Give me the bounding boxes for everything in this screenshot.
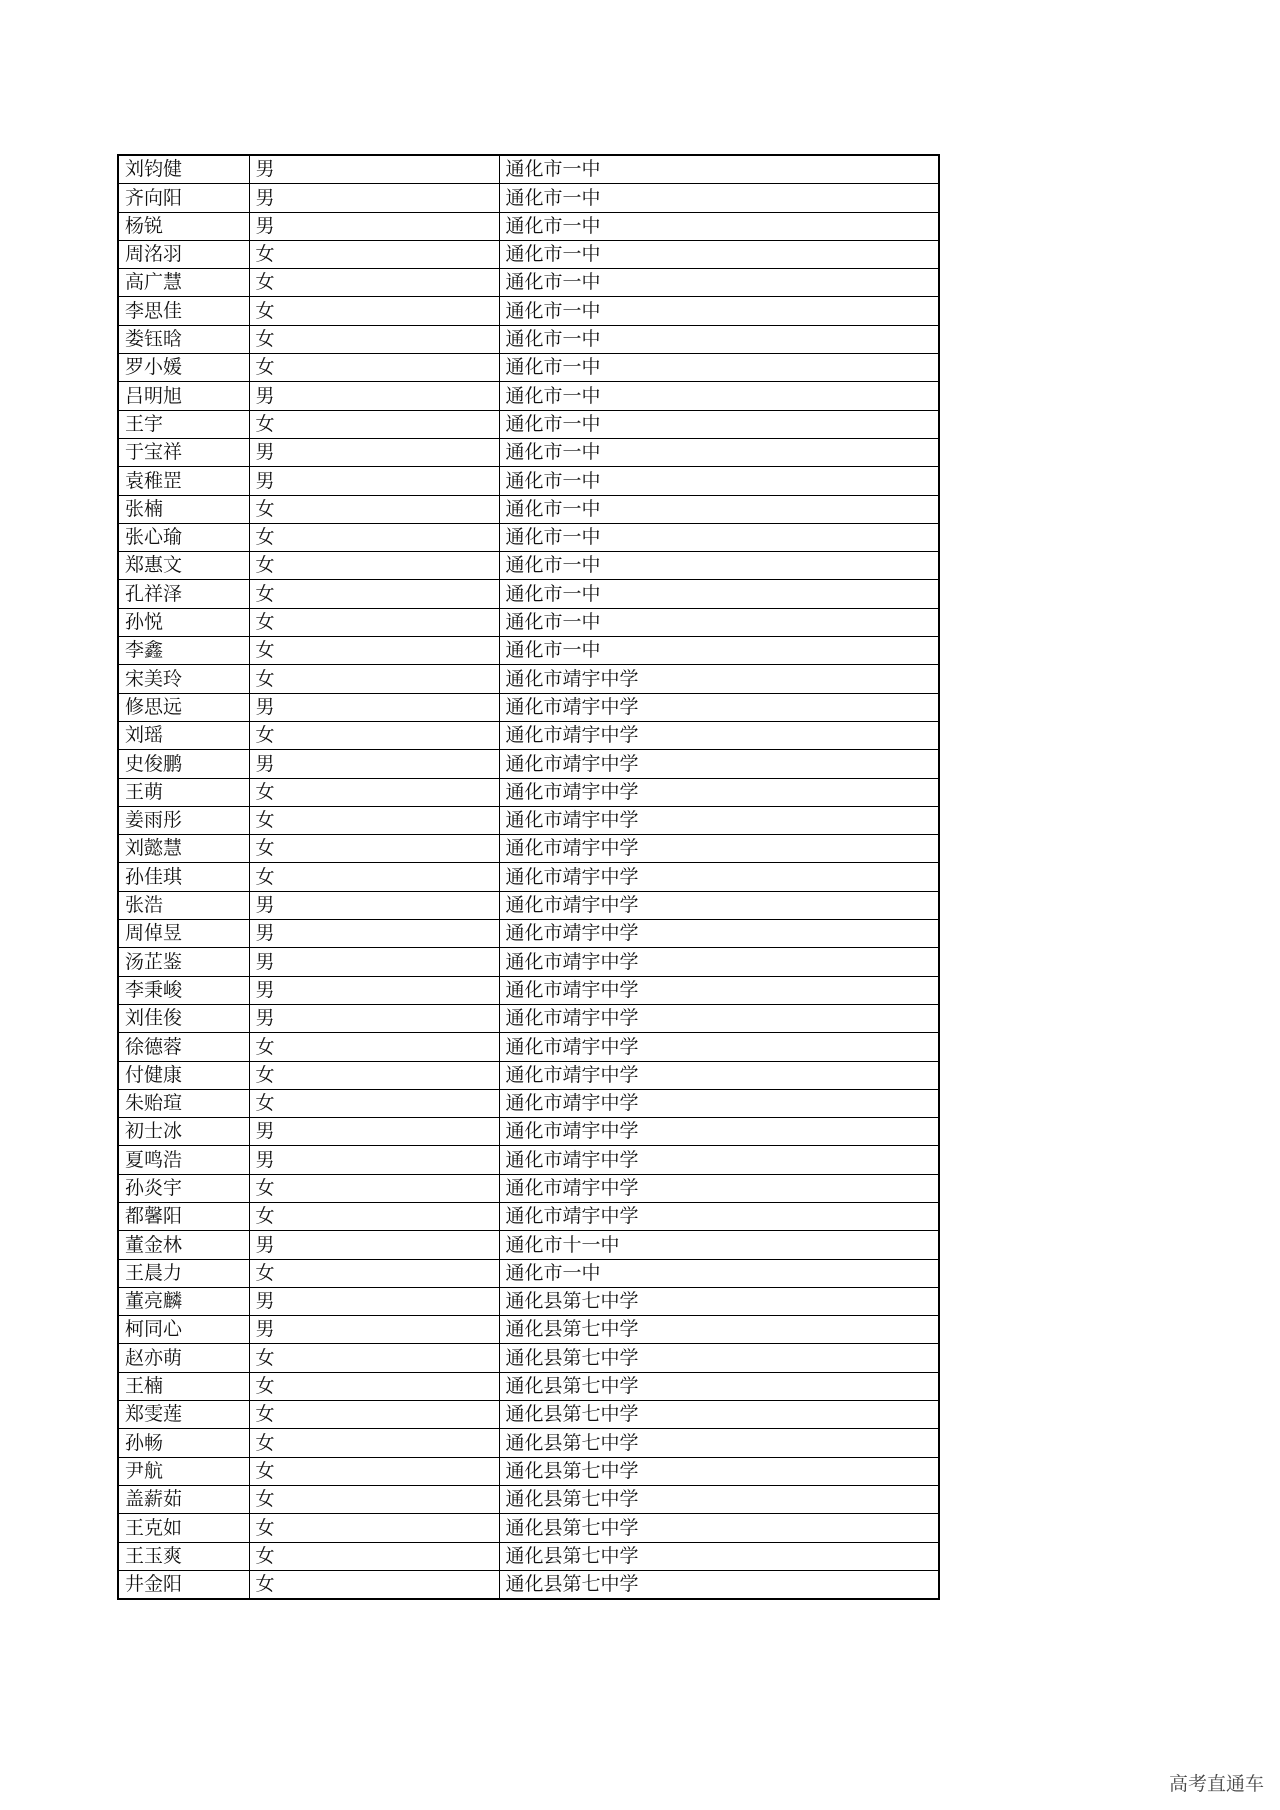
school-cell: 通化市靖宇中学: [499, 750, 939, 778]
school-cell: 通化市一中: [499, 269, 939, 297]
watermark-text: 高考直通车: [1168, 1773, 1264, 1795]
student-name-cell: 尹航: [118, 1457, 249, 1485]
student-name-cell: 孙炎宇: [118, 1174, 249, 1202]
table-row: [118, 665, 939, 693]
school-cell: 通化市靖宇中学: [499, 665, 939, 693]
school-cell: 通化市一中: [499, 382, 939, 410]
student-name-cell: 史俊鹏: [118, 750, 249, 778]
student-name-cell: 齐向阳: [118, 184, 249, 212]
table-row: [118, 1033, 939, 1061]
table-row: [118, 1372, 939, 1400]
gender-cell: 男: [249, 438, 499, 466]
gender-cell: 男: [249, 382, 499, 410]
student-name-cell: 王萌: [118, 778, 249, 806]
gender-cell: 男: [249, 1231, 499, 1259]
table-row: [118, 637, 939, 665]
gender-cell: 女: [249, 1344, 499, 1372]
student-name-cell: 姜雨彤: [118, 806, 249, 834]
student-name-cell: 修思远: [118, 693, 249, 721]
table-row: [118, 693, 939, 721]
student-name-cell: 王玉爽: [118, 1542, 249, 1570]
school-cell: 通化市一中: [499, 410, 939, 438]
student-name-cell: 盖薪茹: [118, 1485, 249, 1513]
table-row: [118, 1287, 939, 1315]
student-name-cell: 井金阳: [118, 1570, 249, 1599]
school-cell: 通化市靖宇中学: [499, 1202, 939, 1230]
school-cell: 通化市靖宇中学: [499, 806, 939, 834]
student-name-cell: 周洺羽: [118, 240, 249, 268]
gender-cell: 男: [249, 920, 499, 948]
student-name-cell: 张浩: [118, 891, 249, 919]
table-row: [118, 1344, 939, 1372]
gender-cell: 男: [249, 467, 499, 495]
school-cell: 通化市靖宇中学: [499, 693, 939, 721]
school-cell: 通化市靖宇中学: [499, 920, 939, 948]
school-cell: 通化市靖宇中学: [499, 1033, 939, 1061]
school-cell: 通化市一中: [499, 297, 939, 325]
table-body: [118, 155, 939, 1599]
table-row: [118, 580, 939, 608]
school-cell: 通化县第七中学: [499, 1514, 939, 1542]
gender-cell: 女: [249, 1542, 499, 1570]
student-name-cell: 刘懿慧: [118, 835, 249, 863]
table-row: [118, 297, 939, 325]
table-row: [118, 269, 939, 297]
school-cell: 通化市一中: [499, 438, 939, 466]
table-row: [118, 1174, 939, 1202]
school-cell: 通化县第七中学: [499, 1485, 939, 1513]
student-name-cell: 董金林: [118, 1231, 249, 1259]
gender-cell: 男: [249, 212, 499, 240]
table-row: [118, 948, 939, 976]
table-row: [118, 467, 939, 495]
school-cell: 通化县第七中学: [499, 1457, 939, 1485]
gender-cell: 男: [249, 155, 499, 184]
school-cell: 通化县第七中学: [499, 1570, 939, 1599]
table-row: [118, 382, 939, 410]
student-name-cell: 李秉峻: [118, 976, 249, 1004]
gender-cell: 女: [249, 1259, 499, 1287]
gender-cell: 女: [249, 1033, 499, 1061]
gender-cell: 女: [249, 240, 499, 268]
gender-cell: 男: [249, 891, 499, 919]
table-row: [118, 184, 939, 212]
table-row: [118, 212, 939, 240]
table-row: [118, 1570, 939, 1599]
gender-cell: 女: [249, 552, 499, 580]
gender-cell: 女: [249, 608, 499, 636]
table-row: [118, 835, 939, 863]
table-row: [118, 1004, 939, 1032]
gender-cell: 女: [249, 1061, 499, 1089]
student-name-cell: 于宝祥: [118, 438, 249, 466]
school-cell: 通化市靖宇中学: [499, 1089, 939, 1117]
gender-cell: 女: [249, 1202, 499, 1230]
school-cell: 通化市一中: [499, 155, 939, 184]
student-name-cell: 都馨阳: [118, 1202, 249, 1230]
table-row: [118, 976, 939, 1004]
school-cell: 通化市十一中: [499, 1231, 939, 1259]
school-cell: 通化市一中: [499, 523, 939, 551]
school-cell: 通化市一中: [499, 580, 939, 608]
table-row: [118, 410, 939, 438]
gender-cell: 男: [249, 976, 499, 1004]
school-cell: 通化市一中: [499, 637, 939, 665]
gender-cell: 女: [249, 1457, 499, 1485]
gender-cell: 女: [249, 665, 499, 693]
student-name-cell: 刘瑶: [118, 721, 249, 749]
school-cell: 通化市靖宇中学: [499, 948, 939, 976]
table-row: [118, 1429, 939, 1457]
student-name-cell: 李鑫: [118, 637, 249, 665]
school-cell: 通化市靖宇中学: [499, 1174, 939, 1202]
school-cell: 通化市一中: [499, 354, 939, 382]
student-name-cell: 孙悦: [118, 608, 249, 636]
school-cell: 通化县第七中学: [499, 1401, 939, 1429]
school-cell: 通化县第七中学: [499, 1316, 939, 1344]
student-name-cell: 王宇: [118, 410, 249, 438]
student-name-cell: 李思佳: [118, 297, 249, 325]
table-row: [118, 1457, 939, 1485]
gender-cell: 女: [249, 297, 499, 325]
gender-cell: 男: [249, 693, 499, 721]
gender-cell: 女: [249, 863, 499, 891]
student-name-cell: 孔祥泽: [118, 580, 249, 608]
gender-cell: 女: [249, 835, 499, 863]
student-name-cell: 张心瑜: [118, 523, 249, 551]
school-cell: 通化市一中: [499, 608, 939, 636]
student-name-cell: 孙佳琪: [118, 863, 249, 891]
gender-cell: 女: [249, 1429, 499, 1457]
table-row: [118, 552, 939, 580]
gender-cell: 女: [249, 580, 499, 608]
school-cell: 通化市靖宇中学: [499, 1118, 939, 1146]
student-name-cell: 刘钧健: [118, 155, 249, 184]
table-row: [118, 920, 939, 948]
table-row: [118, 608, 939, 636]
school-cell: 通化县第七中学: [499, 1542, 939, 1570]
table-row: [118, 1146, 939, 1174]
table-row: [118, 1118, 939, 1146]
gender-cell: 男: [249, 184, 499, 212]
gender-cell: 女: [249, 269, 499, 297]
school-cell: 通化市靖宇中学: [499, 1004, 939, 1032]
table-row: [118, 891, 939, 919]
gender-cell: 男: [249, 1146, 499, 1174]
table-row: [118, 1542, 939, 1570]
student-name-cell: 吕明旭: [118, 382, 249, 410]
table-row: [118, 325, 939, 353]
school-cell: 通化县第七中学: [499, 1287, 939, 1315]
student-name-cell: 董亮麟: [118, 1287, 249, 1315]
gender-cell: 男: [249, 948, 499, 976]
gender-cell: 女: [249, 1514, 499, 1542]
school-cell: 通化市靖宇中学: [499, 835, 939, 863]
table-row: [118, 240, 939, 268]
table-row: [118, 523, 939, 551]
school-cell: 通化市一中: [499, 467, 939, 495]
gender-cell: 女: [249, 1174, 499, 1202]
table-row: [118, 721, 939, 749]
school-cell: 通化市一中: [499, 1259, 939, 1287]
gender-cell: 男: [249, 1118, 499, 1146]
school-cell: 通化市靖宇中学: [499, 891, 939, 919]
student-name-cell: 宋美玲: [118, 665, 249, 693]
table-row: [118, 354, 939, 382]
gender-cell: 男: [249, 1004, 499, 1032]
student-name-cell: 袁稚罡: [118, 467, 249, 495]
gender-cell: 女: [249, 523, 499, 551]
gender-cell: 女: [249, 325, 499, 353]
table-row: [118, 1061, 939, 1089]
student-name-cell: 王克如: [118, 1514, 249, 1542]
student-name-cell: 孙畅: [118, 1429, 249, 1457]
school-cell: 通化县第七中学: [499, 1429, 939, 1457]
table-row: [118, 1514, 939, 1542]
school-cell: 通化市一中: [499, 212, 939, 240]
student-name-cell: 汤芷鉴: [118, 948, 249, 976]
student-name-cell: 郑雯莲: [118, 1401, 249, 1429]
gender-cell: 女: [249, 354, 499, 382]
school-cell: 通化县第七中学: [499, 1372, 939, 1400]
gender-cell: 女: [249, 1570, 499, 1599]
table-row: [118, 495, 939, 523]
table-row: [118, 1202, 939, 1230]
gender-cell: 女: [249, 1089, 499, 1117]
gender-cell: 女: [249, 1401, 499, 1429]
gender-cell: 女: [249, 495, 499, 523]
student-name-cell: 高广慧: [118, 269, 249, 297]
table-row: [118, 863, 939, 891]
school-cell: 通化市靖宇中学: [499, 721, 939, 749]
gender-cell: 男: [249, 750, 499, 778]
gender-cell: 女: [249, 410, 499, 438]
gender-cell: 女: [249, 806, 499, 834]
student-name-cell: 娄钰晗: [118, 325, 249, 353]
student-name-cell: 王楠: [118, 1372, 249, 1400]
school-cell: 通化市一中: [499, 240, 939, 268]
gender-cell: 女: [249, 778, 499, 806]
table-row: [118, 1259, 939, 1287]
student-name-cell: 杨锐: [118, 212, 249, 240]
gender-cell: 女: [249, 637, 499, 665]
table-row: [118, 1316, 939, 1344]
gender-cell: 女: [249, 721, 499, 749]
school-cell: 通化县第七中学: [499, 1344, 939, 1372]
school-cell: 通化市一中: [499, 552, 939, 580]
school-cell: 通化市靖宇中学: [499, 976, 939, 1004]
table-row: [118, 438, 939, 466]
school-cell: 通化市一中: [499, 495, 939, 523]
gender-cell: 男: [249, 1316, 499, 1344]
gender-cell: 女: [249, 1372, 499, 1400]
student-name-cell: 刘佳俊: [118, 1004, 249, 1032]
student-name-cell: 罗小媛: [118, 354, 249, 382]
student-name-cell: 张楠: [118, 495, 249, 523]
table-row: [118, 1401, 939, 1429]
table-row: [118, 750, 939, 778]
student-list-table: [117, 154, 940, 1600]
student-name-cell: 周倬昱: [118, 920, 249, 948]
student-name-cell: 初士冰: [118, 1118, 249, 1146]
school-cell: 通化市一中: [499, 325, 939, 353]
gender-cell: 男: [249, 1287, 499, 1315]
school-cell: 通化市靖宇中学: [499, 1061, 939, 1089]
student-name-cell: 徐德蓉: [118, 1033, 249, 1061]
school-cell: 通化市靖宇中学: [499, 1146, 939, 1174]
table-row: [118, 806, 939, 834]
student-name-cell: 柯同心: [118, 1316, 249, 1344]
student-name-cell: 郑惠文: [118, 552, 249, 580]
table-row: [118, 1089, 939, 1117]
school-cell: 通化市一中: [499, 184, 939, 212]
student-name-cell: 王晨力: [118, 1259, 249, 1287]
table-row: [118, 778, 939, 806]
table-row: [118, 1485, 939, 1513]
gender-cell: 女: [249, 1485, 499, 1513]
school-cell: 通化市靖宇中学: [499, 778, 939, 806]
student-name-cell: 付健康: [118, 1061, 249, 1089]
student-name-cell: 夏鸣浩: [118, 1146, 249, 1174]
table-row: [118, 155, 939, 184]
student-name-cell: 赵亦萌: [118, 1344, 249, 1372]
school-cell: 通化市靖宇中学: [499, 863, 939, 891]
student-name-cell: 朱贻瑄: [118, 1089, 249, 1117]
table-row: [118, 1231, 939, 1259]
